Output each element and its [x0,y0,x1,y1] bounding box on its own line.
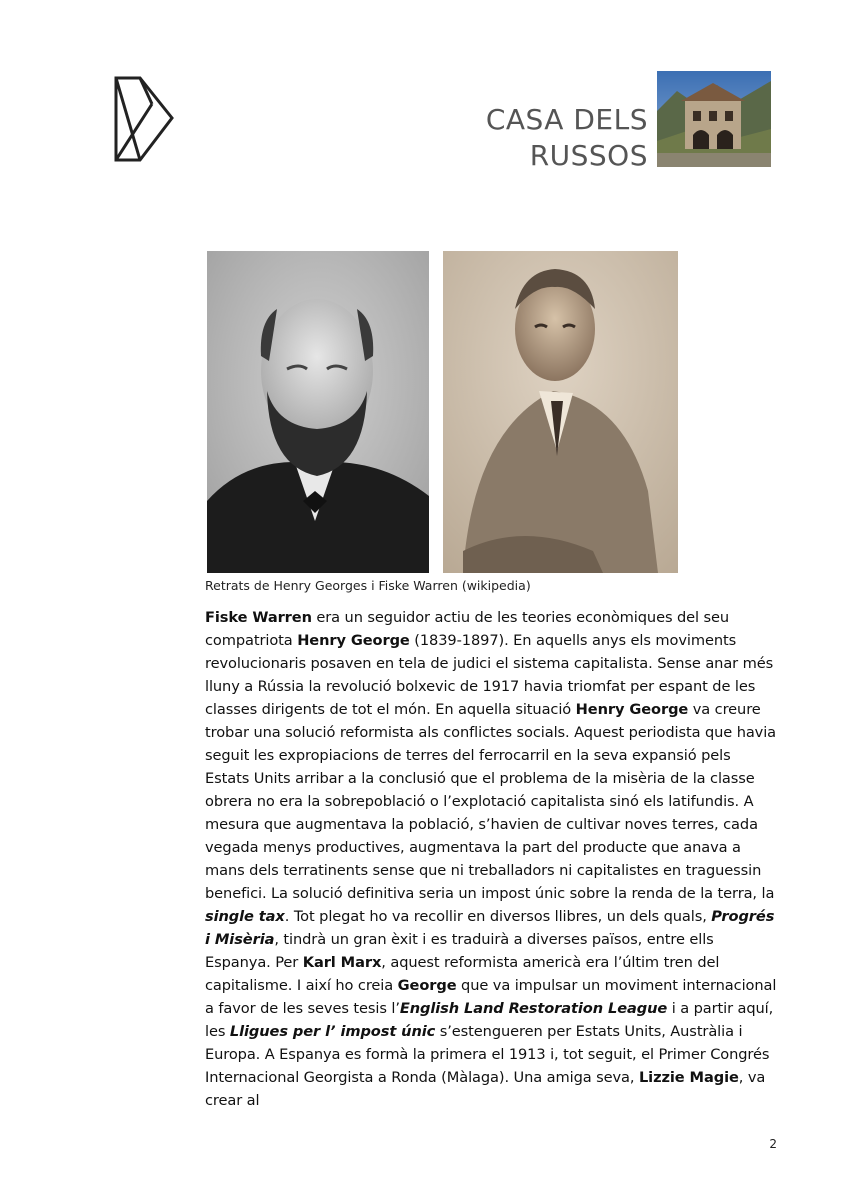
bold-henry-george: Henry George [575,701,689,718]
text-segment: era un seguidor actiu de les teories econòmiques del seu compatriota [205,609,730,649]
emphasis-english-land-restoration-league: English Land Restoration League [399,1000,668,1017]
text-segment: , va crear al [205,1069,766,1109]
text-segment: que va impulsar un moviment internacional a favor de les seves tesis l’ [205,977,777,1017]
text-segment: (1839-1897). En aquells anys els moviments revolucionaris posaven en tela de judici el sistema capitalista. Sense anar més lluny a Rússia la revolució bolxevic de 1917 havia triomfat per espant de les classes dirigents de tot el món. En aquella situació [205,632,774,718]
bold-henry-george: Henry George [297,632,410,649]
text-segment: s’estengueren per Estats Units, Austràlia i Europa. A Espanya es formà la primera el 1913 i, tot seguit, el Primer Congrés Internacional Georgista a Ronda (Màlaga). Una amiga seva, [205,1023,770,1086]
fiske-warren-portrait [443,251,678,573]
emphasis-progres-i-miseria: Progrés i Misèria [205,908,775,948]
bold-lizzie-magie: Lizzie Magie [638,1069,739,1086]
header-title-line2: RUSSOS [529,139,648,172]
casa-dels-russos-logo [112,74,176,164]
emphasis-lligues-impost-unic: Lligues per l’ impost únic [229,1023,436,1040]
house-photo [657,71,771,167]
text-segment: , aquest reformista americà era l’últim tren del capitalisme. I així ho creia [205,954,720,994]
henry-george-portrait [207,251,429,573]
bold-george: George [397,977,457,994]
emphasis-single-tax: single tax [205,908,285,925]
text-segment: , tindrà un gran èxit i es traduirà a diverses països, entre ells Espanya. Per [205,931,714,971]
page-header-title [486,102,648,174]
text-segment: va creure trobar una solució reformista als conflictes socials. Aquest periodista que havia seguit les expropiacions de terres del ferrocarril en la seva expansió pels Estats Units arribar a la conclusió que el problema de la misèria de la classe obrera no era la sobrepoblació o l’explotació capitalista sinó els latifundis. A mesura que augmentava la població, s’havien de cultivar noves terres, cada vegada menys productives, augmentava la part del producte que anava a mans dels terratinents sense que ni treballadors ni capitalistes en traguessin benefici. La solució definitiva seria un impost únic sobre la renda de la terra, la [205,701,777,902]
text-segment: i a partir aquí, les [205,1000,774,1040]
bold-karl-marx: Karl Marx [302,954,382,971]
bold-fiske-warren: Fiske Warren [205,609,312,626]
header-title-line1: CASA DELS [485,103,648,136]
page-number: 2 [769,1137,777,1151]
text-segment: . Tot plegat ho va recollir en diversos llibres, un dels quals, [284,908,712,925]
body-paragraph [205,606,779,1112]
figure-caption: Retrats de Henry Georges i Fiske Warren (wikipedia) [205,578,531,593]
